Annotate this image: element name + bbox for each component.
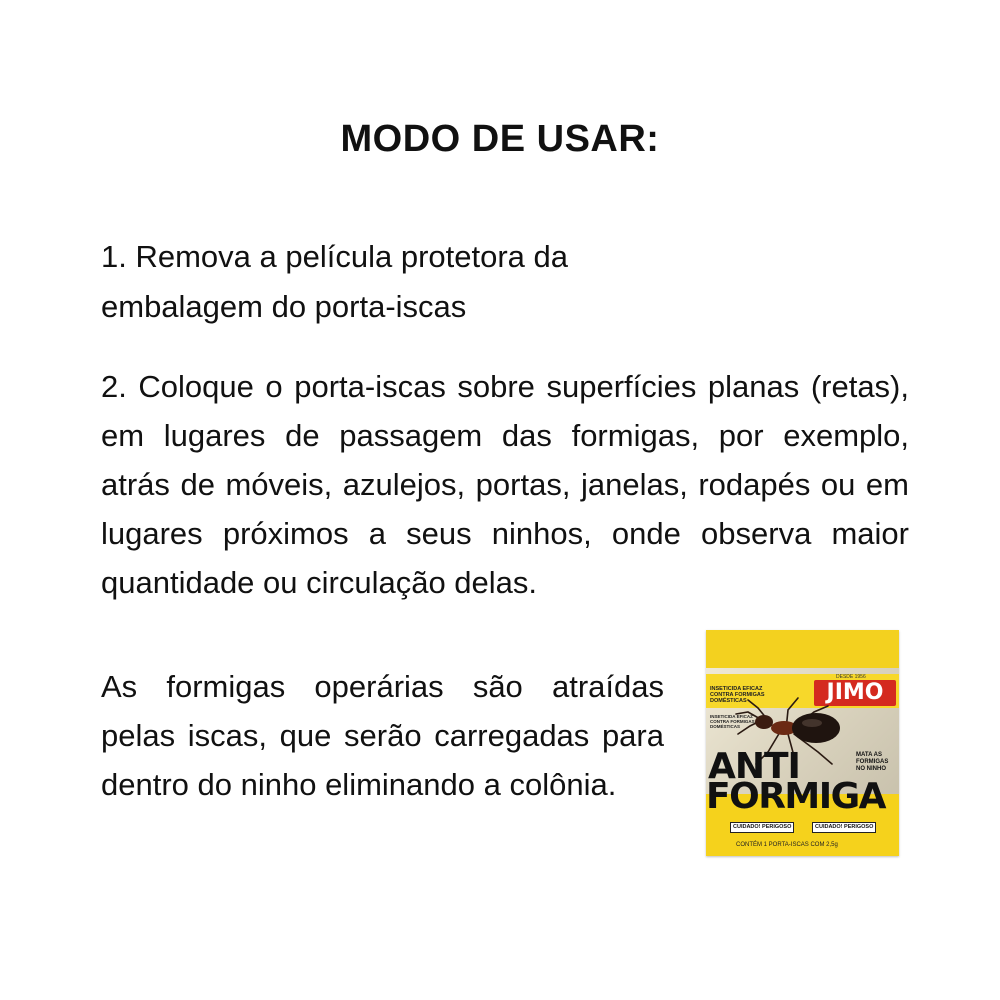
product-tagline: INSETICIDA EFICAZ CONTRA FORMIGAS DOMÉSTICAS (710, 686, 765, 704)
product-name-line2: FORMIGA (706, 776, 886, 817)
warning-label-right: CUIDADO! PERIGOSO (812, 822, 876, 833)
product-name-line1: ANTI (708, 746, 800, 787)
brand-since: DESDE 1956 (836, 674, 866, 680)
box-top-flap (706, 630, 899, 669)
warning-label-left: CUIDADO! PERIGOSO (730, 822, 794, 833)
step-2-note-text: As formigas operárias são atraídas pelas iscas, que serão carregadas para dentro do ninho eliminando a colônia. (101, 669, 664, 802)
step-1-text: 1. Remova a película protetora da embalagem do porta-iscas (101, 239, 568, 324)
step-2-text: 2. Coloque o porta-iscas sobre superfícies planas (retas), em lugares de passagem das formigas, por exemplo, atrás de móveis, azulejos, portas, janelas, rodapés ou em lugares próximos a seus ninhos, onde observa maior quantidade ou circulação delas. (101, 369, 909, 600)
page-title: MODO DE USAR: (340, 118, 660, 160)
product-contents: CONTÉM 1 PORTA-ISCAS COM 2,5g (736, 842, 838, 848)
product-image (706, 630, 899, 856)
product-claim: MATA AS FORMIGAS NO NINHO (856, 752, 889, 772)
product-tagline-small: INSETICIDA EFICAZ CONTRA FORMIGAS DOMÉSTICAS (710, 714, 755, 729)
brand-logo: JIMO (814, 680, 896, 706)
